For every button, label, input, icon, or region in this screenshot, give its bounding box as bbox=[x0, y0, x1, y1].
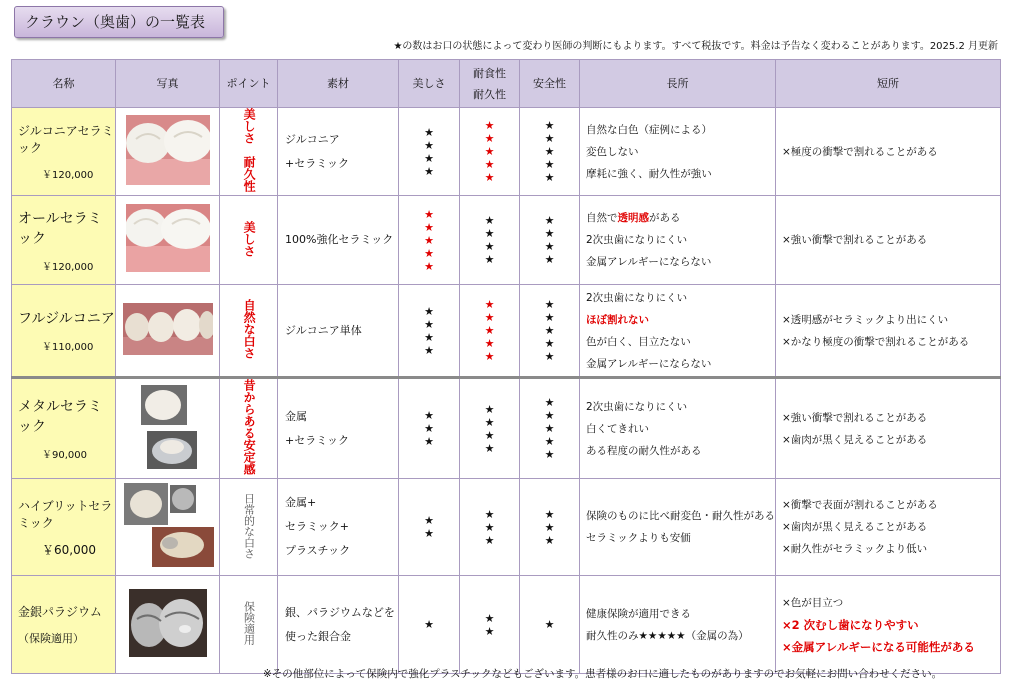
pros-item: セラミックよりも安価 bbox=[586, 532, 691, 544]
point-cell bbox=[220, 108, 278, 196]
star-icon: ★ bbox=[484, 145, 495, 158]
beauty-rating bbox=[399, 479, 460, 576]
pros-item bbox=[586, 207, 775, 229]
safety-rating bbox=[520, 285, 580, 378]
col-header-material: 素材 bbox=[278, 60, 399, 108]
star-icon: ★ bbox=[424, 233, 434, 247]
cons-item: ×透明感がセラミックより出にくい bbox=[782, 313, 949, 326]
col-header-cons: 短所 bbox=[776, 60, 1001, 108]
material-line: ジルコニア単体 bbox=[285, 323, 362, 337]
durability-rating bbox=[460, 479, 520, 576]
col-header-photo: 写真 bbox=[116, 60, 220, 108]
safety-rating bbox=[520, 576, 580, 674]
material-line: +セラミック bbox=[285, 156, 349, 170]
star-icon: ★ bbox=[424, 220, 434, 234]
product-price: ￥90,000 bbox=[42, 450, 87, 461]
product-price: （保険適用） bbox=[18, 632, 84, 645]
pros-item: 白くてきれい bbox=[586, 422, 649, 435]
product-price: ￥60,000 bbox=[42, 542, 96, 557]
col-header-safety: 安全性 bbox=[520, 60, 580, 108]
pros-item: 自然な白色（症例による） bbox=[586, 123, 712, 136]
point-cell bbox=[220, 285, 278, 378]
pros-cell bbox=[580, 576, 776, 674]
star-icon: ★ bbox=[544, 227, 555, 240]
cons-item: ×歯肉が黒く見えることがある bbox=[782, 521, 928, 533]
star-icon: ★ bbox=[484, 158, 495, 171]
material-cell bbox=[278, 108, 399, 196]
durability-rating bbox=[460, 576, 520, 674]
pros-cell bbox=[580, 108, 776, 196]
cons-item: ×極度の衝撃で割れることがある bbox=[782, 145, 938, 158]
product-name: オールセラミック bbox=[18, 210, 102, 247]
product-price: ￥110,000 bbox=[42, 342, 94, 353]
star-icon: ★ bbox=[424, 409, 434, 422]
star-icon: ★ bbox=[484, 171, 495, 184]
beauty-rating bbox=[399, 576, 460, 674]
product-name-cell bbox=[12, 108, 116, 196]
pros-item: 2次虫歯になりにくい bbox=[586, 291, 688, 304]
cons-item: ×衝撃で表面が割れることがある bbox=[782, 499, 938, 511]
material-cell bbox=[278, 196, 399, 285]
safety-rating bbox=[520, 196, 580, 285]
product-name-cell bbox=[12, 196, 116, 285]
point-label: 昔からある安定感 bbox=[242, 379, 257, 475]
star-icon: ★ bbox=[424, 138, 434, 152]
product-name: ハイブリットセラミック bbox=[18, 498, 113, 530]
safety-rating bbox=[520, 108, 580, 196]
cons-item: ×金属アレルギーになる可能性がある bbox=[782, 639, 975, 654]
product-name: ジルコニアセラミック bbox=[18, 124, 114, 155]
cons-cell bbox=[776, 108, 1001, 196]
star-icon: ★ bbox=[484, 507, 495, 521]
star-icon: ★ bbox=[544, 298, 555, 311]
star-icon: ★ bbox=[484, 324, 495, 337]
star-icon: ★ bbox=[544, 422, 555, 435]
star-icon: ★ bbox=[484, 520, 495, 534]
star-icon: ★ bbox=[484, 415, 495, 429]
star-icon: ★ bbox=[484, 311, 495, 324]
star-icon: ★ bbox=[544, 132, 555, 145]
product-photo bbox=[116, 196, 220, 285]
star-icon: ★ bbox=[424, 151, 434, 165]
star-icon: ★ bbox=[544, 396, 555, 409]
cons-item: ×色が目立つ bbox=[782, 596, 844, 609]
pros-cell bbox=[580, 285, 776, 378]
product-name-cell bbox=[12, 479, 116, 576]
durability-rating bbox=[460, 378, 520, 479]
product-price: ￥120,000 bbox=[42, 261, 94, 273]
point-cell bbox=[220, 378, 278, 479]
material-line: 金属 bbox=[285, 409, 307, 423]
pros-item: 2次虫歯になりにくい bbox=[586, 234, 688, 246]
star-icon: ★ bbox=[484, 298, 495, 311]
star-icon: ★ bbox=[484, 214, 495, 227]
pros-highlight: 透明感 bbox=[617, 212, 649, 224]
crown-price-table bbox=[11, 59, 1001, 674]
table-row bbox=[12, 576, 1001, 674]
product-price: ￥120,000 bbox=[42, 170, 94, 181]
pros-item: 金属アレルギーにならない bbox=[586, 256, 712, 268]
star-icon: ★ bbox=[544, 240, 555, 253]
product-name-cell bbox=[12, 285, 116, 378]
product-photo bbox=[116, 285, 220, 378]
product-name-cell bbox=[12, 378, 116, 479]
star-icon: ★ bbox=[424, 618, 434, 631]
material-line: +セラミック bbox=[285, 433, 349, 447]
star-icon: ★ bbox=[544, 158, 555, 171]
col-header-name: 名称 bbox=[12, 60, 116, 108]
material-cell bbox=[278, 378, 399, 479]
star-icon: ★ bbox=[424, 435, 434, 448]
cons-item: ×かなり極度の衝撃で割れることがある bbox=[782, 335, 970, 348]
pros-item: 耐久性のみ★★★★★（金属の為） bbox=[586, 629, 749, 642]
col-header-durability bbox=[460, 60, 520, 108]
material-line: 100%強化セラミック bbox=[285, 233, 394, 246]
star-icon: ★ bbox=[544, 145, 555, 158]
durability-rating bbox=[460, 108, 520, 196]
pros-item: 摩耗に強く、耐久性が強い bbox=[586, 167, 712, 180]
table-header-row bbox=[12, 60, 1001, 108]
material-line: セラミック+ bbox=[285, 520, 349, 533]
crown-photo-image bbox=[133, 385, 203, 469]
star-icon: ★ bbox=[484, 240, 495, 253]
material-line: 使った銀合金 bbox=[285, 629, 351, 643]
pros-item: 2次虫歯になりにくい bbox=[586, 400, 688, 413]
star-icon: ★ bbox=[544, 324, 555, 337]
page-title: クラウン（奥歯）の一覧表 bbox=[14, 6, 224, 38]
cons-cell bbox=[776, 576, 1001, 674]
pros-item: ある程度の耐久性がある bbox=[586, 444, 702, 457]
product-photo bbox=[116, 479, 220, 576]
safety-rating bbox=[520, 479, 580, 576]
star-icon: ★ bbox=[484, 337, 495, 350]
star-icon: ★ bbox=[544, 253, 555, 266]
star-icon: ★ bbox=[544, 618, 555, 631]
beauty-rating bbox=[399, 285, 460, 378]
star-icon: ★ bbox=[484, 441, 495, 455]
product-name: 金銀パラジウム bbox=[18, 605, 102, 619]
star-icon: ★ bbox=[424, 304, 434, 318]
star-icon: ★ bbox=[424, 514, 434, 527]
table-row bbox=[12, 378, 1001, 479]
point-label: 保険適用 bbox=[242, 601, 256, 645]
star-icon: ★ bbox=[544, 448, 555, 461]
star-icon: ★ bbox=[544, 350, 555, 363]
star-icon: ★ bbox=[484, 402, 495, 416]
product-photo bbox=[116, 108, 220, 196]
product-photo bbox=[116, 576, 220, 674]
durability-rating bbox=[460, 196, 520, 285]
cons-cell bbox=[776, 285, 1001, 378]
bottom-note: ※その他部位によって保険内で強化プラスチックなどもございます。患者様のお口に適したものがありますのでお気軽にお問い合わせください。 bbox=[263, 668, 943, 680]
point-label: 自然な白さ bbox=[242, 299, 257, 359]
product-name: フルジルコニア bbox=[18, 311, 115, 327]
star-icon: ★ bbox=[424, 317, 434, 331]
col-header-point: ポイント bbox=[220, 60, 278, 108]
star-icon: ★ bbox=[544, 520, 555, 534]
point-cell bbox=[220, 576, 278, 674]
material-cell bbox=[278, 479, 399, 576]
star-icon: ★ bbox=[424, 422, 434, 435]
star-icon: ★ bbox=[484, 227, 495, 240]
star-icon: ★ bbox=[424, 207, 434, 221]
star-icon: ★ bbox=[484, 611, 495, 625]
pros-cell bbox=[580, 479, 776, 576]
col-header-durability-2: 耐久性 bbox=[473, 87, 506, 101]
pros-cell bbox=[580, 378, 776, 479]
product-name-cell bbox=[12, 576, 116, 674]
table-row bbox=[12, 479, 1001, 576]
material-line: プラスチック bbox=[285, 544, 351, 557]
point-cell bbox=[220, 479, 278, 576]
star-icon: ★ bbox=[424, 527, 434, 540]
durability-rating bbox=[460, 285, 520, 378]
cons-item: ×歯肉が黒く見えることがある bbox=[782, 433, 928, 446]
cons-item: ×強い衝撃で割れることがある bbox=[782, 411, 928, 424]
star-icon: ★ bbox=[544, 214, 555, 227]
crown-photo-image bbox=[126, 204, 210, 272]
point-label: 日常的な白さ bbox=[242, 492, 256, 559]
crown-photo-image bbox=[126, 115, 210, 185]
star-icon: ★ bbox=[544, 311, 555, 324]
col-header-pros: 長所 bbox=[580, 60, 776, 108]
star-icon: ★ bbox=[544, 507, 555, 521]
col-header-beauty: 美しさ bbox=[399, 60, 460, 108]
col-header-durability-1: 耐食性 bbox=[473, 66, 506, 80]
pros-suffix: がある bbox=[649, 212, 681, 224]
crown-photo-image bbox=[123, 303, 213, 355]
star-icon: ★ bbox=[484, 132, 495, 145]
table-row bbox=[12, 108, 1001, 196]
pros-item: 健康保険が適用できる bbox=[586, 607, 691, 620]
star-icon: ★ bbox=[484, 253, 495, 266]
star-icon: ★ bbox=[544, 435, 555, 448]
point-cell bbox=[220, 196, 278, 285]
material-cell bbox=[278, 285, 399, 378]
beauty-rating bbox=[399, 196, 460, 285]
star-icon: ★ bbox=[424, 125, 434, 139]
star-icon: ★ bbox=[484, 428, 495, 442]
star-icon: ★ bbox=[484, 119, 495, 132]
beauty-rating bbox=[399, 378, 460, 479]
star-icon: ★ bbox=[544, 533, 555, 547]
crown-photo-image bbox=[122, 483, 214, 567]
material-line: 金属+ bbox=[285, 496, 317, 509]
star-icon: ★ bbox=[544, 409, 555, 422]
pros-item: 色が白く、目立たない bbox=[586, 335, 691, 348]
table-row bbox=[12, 285, 1001, 378]
pros-prefix: 自然で bbox=[586, 212, 618, 224]
pros-item: 保険のものに比べ耐変色・耐久性がある bbox=[586, 510, 775, 522]
material-cell bbox=[278, 576, 399, 674]
safety-rating bbox=[520, 378, 580, 479]
star-icon: ★ bbox=[424, 259, 434, 273]
star-icon: ★ bbox=[544, 171, 555, 184]
cons-item: ×耐久性がセラミックより低い bbox=[782, 543, 928, 555]
cons-cell bbox=[776, 196, 1001, 285]
star-icon: ★ bbox=[424, 343, 434, 357]
star-icon: ★ bbox=[424, 330, 434, 344]
cons-cell bbox=[776, 479, 1001, 576]
pros-cell bbox=[580, 196, 776, 285]
star-icon: ★ bbox=[424, 164, 434, 178]
pros-item: 金属アレルギーにならない bbox=[586, 357, 712, 370]
cons-item: ×強い衝撃で割れることがある bbox=[782, 234, 928, 246]
pros-item: ほぼ割れない bbox=[586, 313, 649, 326]
top-note: ★の数はお口の状態によって変わり医師の判断にもよります。すべて税抜です。料金は予告なく変わることがあります。2025.2 月更新 bbox=[393, 41, 998, 52]
beauty-rating bbox=[399, 108, 460, 196]
star-icon: ★ bbox=[484, 350, 495, 363]
point-label: 美しさ bbox=[242, 220, 257, 257]
material-line: 銀、パラジウムなどを bbox=[285, 605, 395, 619]
product-photo bbox=[116, 378, 220, 479]
star-icon: ★ bbox=[544, 119, 555, 132]
pros-item: 変色しない bbox=[586, 145, 639, 158]
crown-photo-image bbox=[129, 589, 207, 657]
cons-item: ×2 次むし歯になりやすい bbox=[782, 617, 919, 632]
cons-cell bbox=[776, 378, 1001, 479]
star-icon: ★ bbox=[484, 624, 495, 638]
star-icon: ★ bbox=[484, 533, 495, 547]
product-name: メタルセラミック bbox=[18, 399, 102, 435]
table-row bbox=[12, 196, 1001, 285]
star-icon: ★ bbox=[424, 246, 434, 260]
material-line: ジルコニア bbox=[285, 132, 340, 146]
point-label: 美しさ 耐久性 bbox=[242, 108, 257, 192]
star-icon: ★ bbox=[544, 337, 555, 350]
